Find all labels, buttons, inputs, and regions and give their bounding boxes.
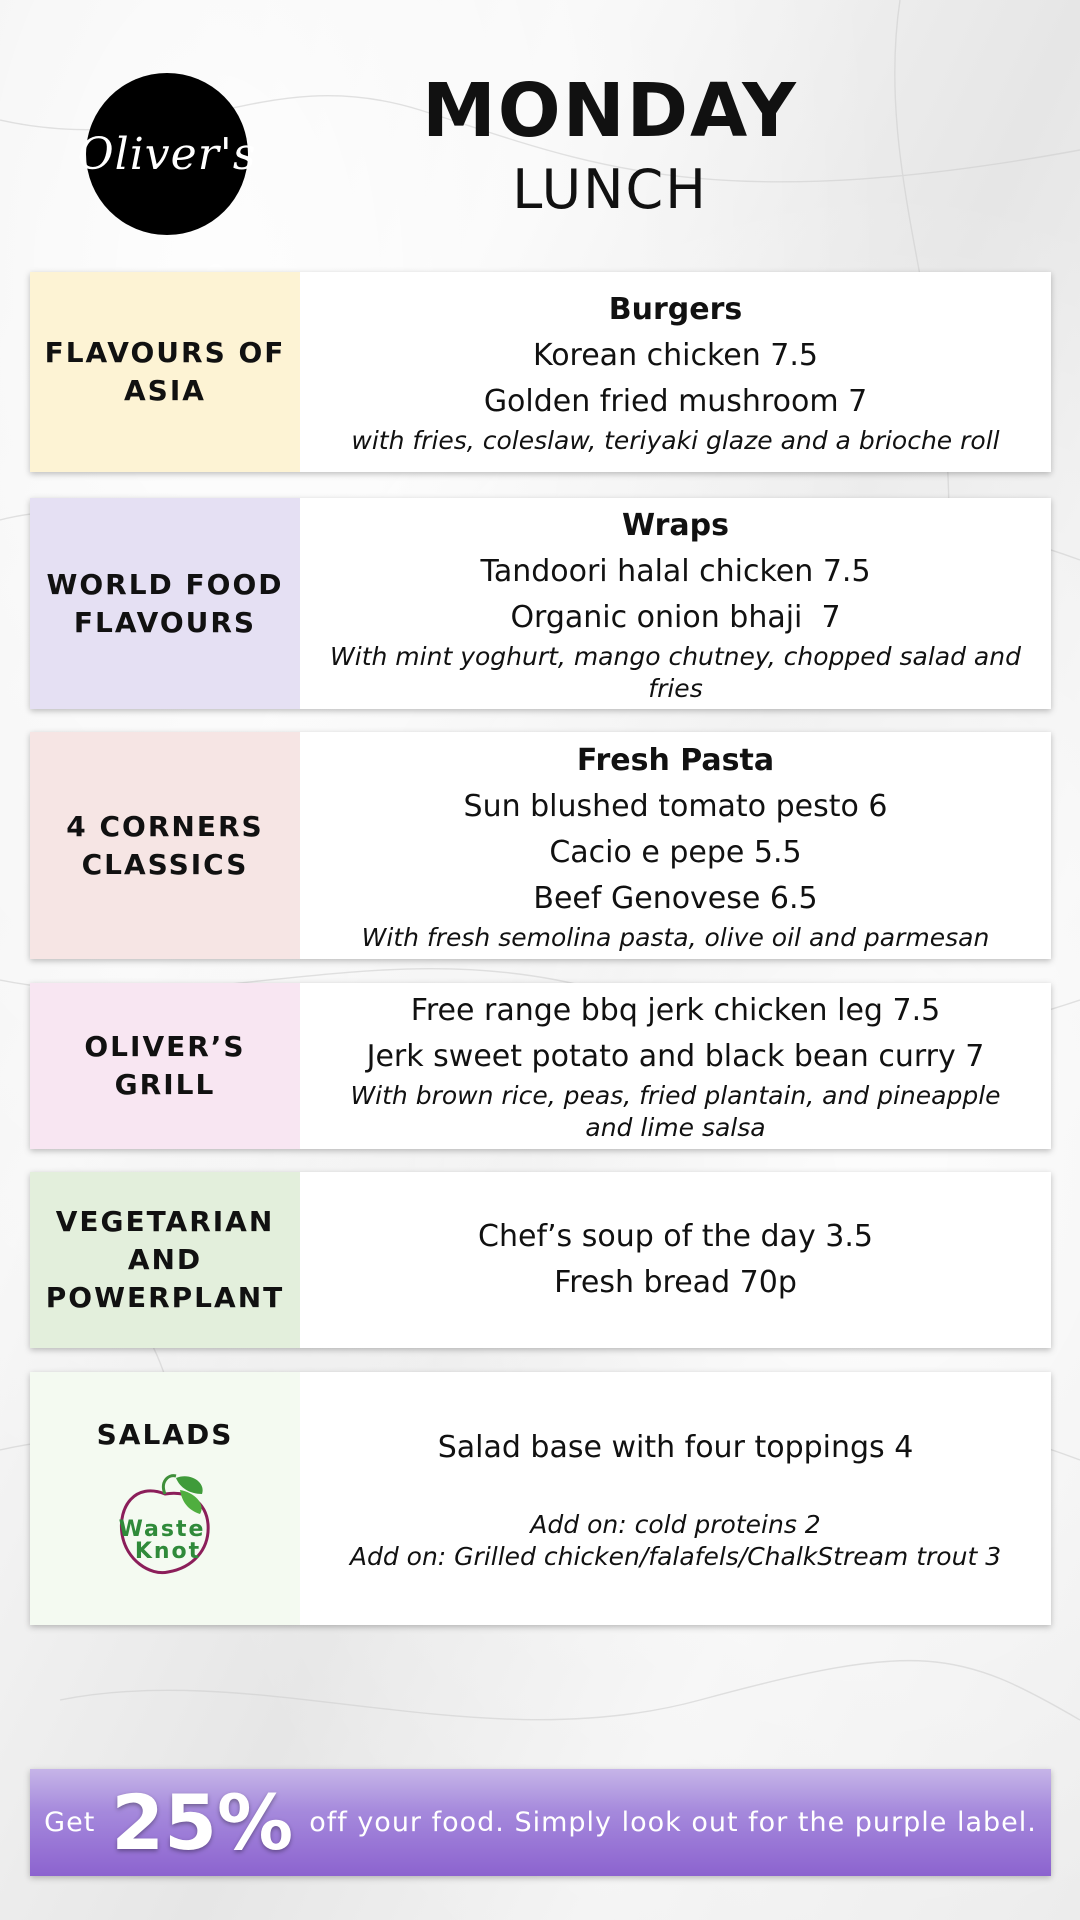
discount-banner: [30, 1769, 1051, 1876]
dish-item: Golden fried mushroom 7: [483, 384, 868, 419]
waste-knot-logo: [110, 1472, 220, 1582]
dish-list: [300, 732, 1051, 959]
dish-item: Jerk sweet potato and black bean curry 7: [366, 1039, 985, 1074]
dish-note: With brown rice, peas, fried plantain, and pineapple and lime salsa: [350, 1081, 1001, 1142]
menu-section-4-corners-classics: [30, 732, 1051, 959]
category-label: WORLD FOOD FLAVOURS: [46, 567, 284, 639]
svg-text:Knot: Knot: [134, 1538, 202, 1564]
dish-list: [300, 1172, 1051, 1348]
dish-note: with fries, coleslaw, teriyaki glaze and a brioche roll: [351, 426, 1000, 455]
dish-item: Chef’s soup of the day 3.5: [478, 1219, 873, 1254]
menu-section-salads: [30, 1372, 1051, 1625]
dish-item: Organic onion bhaji 7: [510, 599, 841, 635]
dish-item: Salad base with four toppings 4: [437, 1429, 914, 1465]
category-label: OLIVER’S GRILL: [84, 1030, 246, 1101]
dish-item: Korean chicken 7.5: [533, 338, 818, 373]
category-panel: [30, 272, 300, 472]
menu-section-olivers-grill: [30, 983, 1051, 1149]
category-label: FLAVOURS OF ASIA: [44, 336, 286, 407]
olivers-logo: [77, 73, 257, 235]
category-label: 4 CORNERS CLASSICS: [66, 809, 264, 881]
category-panel: [30, 1172, 300, 1348]
dish-list: [300, 983, 1051, 1149]
dish-list: [300, 1372, 1051, 1625]
dish-item: Beef Genovese 6.5: [533, 880, 818, 916]
dish-list: [300, 498, 1051, 709]
dish-item: Fresh bread 70p: [554, 1265, 797, 1300]
svg-text:Waste: Waste: [118, 1516, 206, 1542]
promo-percentage: 25%: [111, 1778, 294, 1867]
category-panel: [30, 983, 300, 1149]
dish-heading: Wraps: [622, 507, 729, 543]
dish-note: With mint yoghurt, mango chutney, chopped salad and fries: [330, 641, 1021, 703]
menu-section-flavours-of-asia: [30, 272, 1051, 472]
category-panel: [30, 1372, 300, 1625]
dish-heading: Fresh Pasta: [576, 742, 775, 778]
promo-message: off your food. Simply look out for the purple label.: [309, 1807, 1037, 1838]
category-label: SALADS: [96, 1417, 234, 1451]
dish-item: Sun blushed tomato pesto 6: [463, 788, 888, 824]
menu-section-vegetarian-and-powerplant: [30, 1172, 1051, 1348]
promo-prefix: Get: [44, 1807, 96, 1838]
dish-item: Free range bbq jerk chicken leg 7.5: [410, 993, 941, 1028]
dish-list: [300, 272, 1051, 472]
category-label: VEGETARIAN AND POWERPLANT: [45, 1205, 285, 1314]
dish-note: With fresh semolina pasta, olive oil and parmesan: [361, 922, 990, 952]
meal-title: LUNCH: [512, 158, 708, 221]
category-panel: [30, 732, 300, 959]
category-panel: [30, 498, 300, 709]
dish-heading: Burgers: [608, 292, 743, 327]
add-on-item: Add on: cold proteins 2: [530, 1509, 821, 1539]
menu-section-world-food-flavours: [30, 498, 1051, 709]
dish-item: Tandoori halal chicken 7.5: [480, 553, 871, 589]
dish-item: Cacio e pepe 5.5: [549, 834, 802, 870]
add-on-item: Add on: Grilled chicken/falafels/ChalkStream trout 3: [349, 1541, 1002, 1571]
day-title: MONDAY: [422, 68, 798, 154]
logo-text: Oliver's: [77, 128, 257, 180]
